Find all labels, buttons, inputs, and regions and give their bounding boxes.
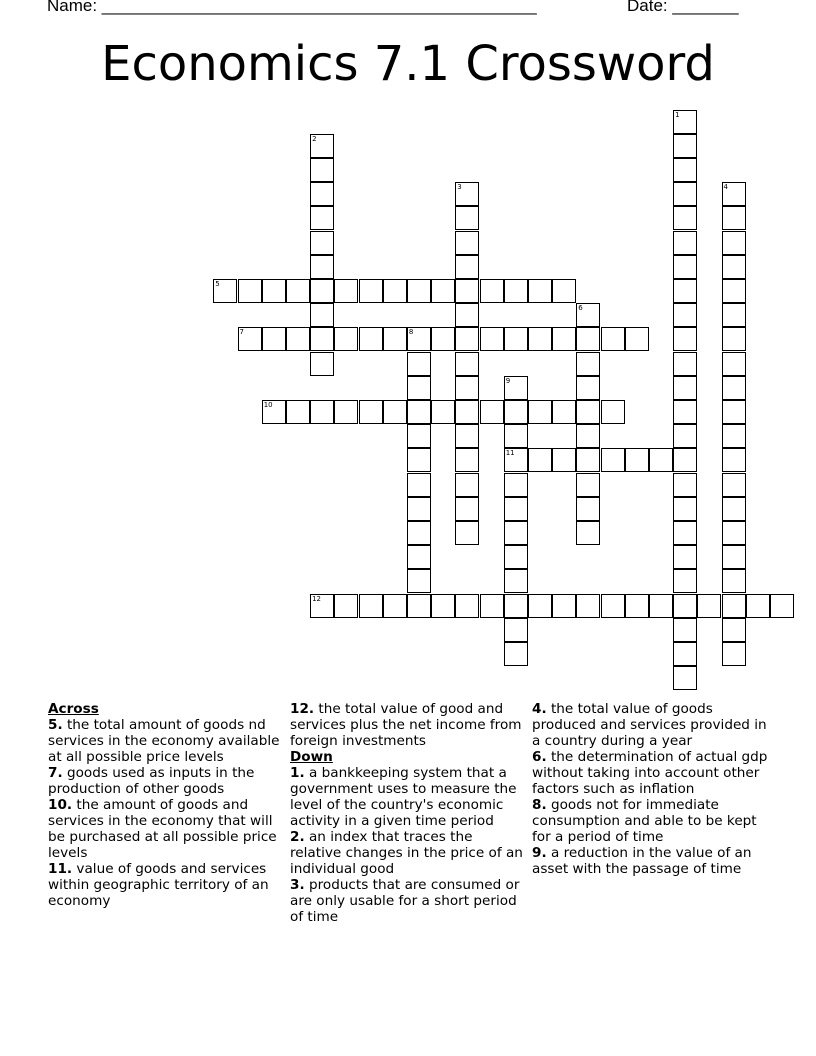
clue-text: the amount of goods and services in the economy that will be purchased at all possible price levels [48,797,277,861]
clue-text: goods used as inputs in the production of other goods [48,765,255,797]
grid-cell[interactable] [431,327,455,351]
grid-cell[interactable] [673,134,697,158]
grid-cell[interactable] [625,327,649,351]
clue-text: the total amount of goods nd services in the economy available at all possible price levels [48,717,280,765]
grid-cell[interactable] [504,448,528,472]
grid-cell[interactable] [673,231,697,255]
grid-cell[interactable] [504,473,528,497]
grid-cell[interactable] [504,424,528,448]
clues-column-2 [290,701,526,925]
grid-cell[interactable] [407,279,431,303]
grid-cell[interactable] [407,400,431,424]
grid-cell[interactable] [334,400,358,424]
grid-cell[interactable] [480,594,504,618]
grid-cell[interactable] [455,327,479,351]
grid-cell[interactable] [504,545,528,569]
grid-cell[interactable] [625,594,649,618]
grid-cell[interactable] [722,231,746,255]
grid-cell[interactable] [722,642,746,666]
clue-down-4 [532,701,768,749]
grid-cell[interactable] [722,545,746,569]
grid-cell[interactable] [310,231,334,255]
grid-cell[interactable] [576,594,600,618]
clue-text: a reduction in the value of an asset with the passage of time [532,845,752,877]
grid-cell[interactable] [455,352,479,376]
grid-cell[interactable] [504,327,528,351]
grid-cell[interactable] [528,279,552,303]
grid-cell[interactable] [407,594,431,618]
clue-text: value of goods and services within geographic territory of an economy [48,861,269,909]
clue-number: 6. [532,749,547,765]
grid-cell[interactable] [576,376,600,400]
grid-cell[interactable] [528,448,552,472]
grid-cell[interactable] [673,521,697,545]
grid-cell[interactable] [722,497,746,521]
grid-cell[interactable] [504,497,528,521]
grid-cell[interactable] [359,279,383,303]
grid-cell[interactable] [504,400,528,424]
clue-number: 3. [290,877,305,893]
grid-cell[interactable] [552,400,576,424]
grid-cell[interactable] [722,448,746,472]
grid-cell[interactable] [455,279,479,303]
clue-text: goods not for immediate consumption and able to be kept for a period of time [532,797,757,845]
grid-cell[interactable] [262,400,286,424]
grid-cell[interactable] [601,448,625,472]
grid-cell[interactable] [722,400,746,424]
grid-cell[interactable] [455,521,479,545]
grid-cell[interactable] [334,279,358,303]
grid-cell[interactable] [552,448,576,472]
grid-cell[interactable] [455,473,479,497]
grid-cell[interactable] [576,352,600,376]
grid-cell[interactable] [310,206,334,230]
clue-number-label: 3 [457,183,462,192]
grid-cell[interactable] [576,448,600,472]
grid-cell[interactable] [407,376,431,400]
grid-cell[interactable] [310,134,334,158]
grid-cell[interactable] [504,569,528,593]
clue-number: 9. [532,845,547,861]
grid-cell[interactable] [601,594,625,618]
grid-cell[interactable] [359,594,383,618]
grid-cell[interactable] [528,327,552,351]
grid-cell[interactable] [722,618,746,642]
grid-cell[interactable] [576,473,600,497]
name-label: Name: ______________________________________________ [47,0,537,15]
grid-cell[interactable] [455,206,479,230]
grid-cell[interactable] [576,327,600,351]
grid-cell[interactable] [722,376,746,400]
clue-text: the total value of goods produced and services provided in a country during a year [532,701,767,749]
clue-text: products that are consumed or are only usable for a short period of time [290,877,520,925]
clue-number: 12. [290,701,315,717]
clue-down-6 [532,749,768,797]
grid-cell[interactable] [455,448,479,472]
grid-cell[interactable] [310,327,334,351]
grid-cell[interactable] [552,279,576,303]
grid-cell[interactable] [504,642,528,666]
grid-cell[interactable] [673,400,697,424]
grid-cell[interactable] [722,327,746,351]
grid-cell[interactable] [576,303,600,327]
grid-cell[interactable] [310,303,334,327]
grid-cell[interactable] [649,594,673,618]
grid-cell[interactable] [383,327,407,351]
clue-text: the determination of actual gdp without taking into account other factors such as inflation [532,749,768,797]
grid-cell[interactable] [359,327,383,351]
clue-number-label: 1 [675,110,680,119]
grid-cell[interactable] [455,231,479,255]
clue-number: 5. [48,717,63,733]
grid-cell[interactable] [310,158,334,182]
grid-cell[interactable] [722,303,746,327]
grid-cell[interactable] [673,279,697,303]
grid-cell[interactable] [576,424,600,448]
grid-cell[interactable] [407,352,431,376]
grid-cell[interactable] [480,279,504,303]
grid-cell[interactable] [455,182,479,206]
grid-cell[interactable] [407,545,431,569]
grid-cell[interactable] [286,327,310,351]
grid-cell[interactable] [407,448,431,472]
grid-cell[interactable] [431,279,455,303]
clue-number: 4. [532,701,547,717]
grid-cell[interactable] [722,521,746,545]
grid-cell[interactable] [359,400,383,424]
grid-cell[interactable] [673,424,697,448]
grid-cell[interactable] [334,327,358,351]
grid-cell[interactable] [552,327,576,351]
grid-cell[interactable] [673,182,697,206]
grid-cell[interactable] [722,569,746,593]
clue-down-3 [290,877,526,925]
clue-number-label: 12 [312,594,322,603]
grid-cell[interactable] [625,448,649,472]
down-heading: Down [290,749,333,765]
grid-cell[interactable] [504,279,528,303]
grid-cell[interactable] [673,110,697,134]
grid-cell[interactable] [576,521,600,545]
grid-cell[interactable] [722,594,746,618]
grid-cell[interactable] [673,448,697,472]
grid-cell[interactable] [649,448,673,472]
clue-number-label: 8 [408,328,414,337]
clue-down-1 [290,765,526,829]
grid-cell[interactable] [262,327,286,351]
grid-cell[interactable] [697,594,721,618]
grid-cell[interactable] [407,497,431,521]
grid-cell[interactable] [528,594,552,618]
grid-cell[interactable] [238,279,262,303]
across-heading: Across [48,701,99,717]
clue-down-9 [532,845,768,877]
grid-cell[interactable] [601,400,625,424]
clue-across-10 [48,797,284,861]
grid-cell[interactable] [407,327,431,351]
clue-across-5 [48,717,284,765]
clue-text: the total value of good and services plus the net income from foreign investments [290,701,522,749]
date-label: Date: _______ [627,0,739,15]
grid-cell[interactable] [407,473,431,497]
grid-cell[interactable] [673,642,697,666]
grid-cell[interactable] [455,303,479,327]
grid-cell[interactable] [455,424,479,448]
clue-across-12 [290,701,526,749]
grid-cell[interactable] [213,279,237,303]
grid-cell[interactable] [673,376,697,400]
clue-number: 7. [48,765,63,781]
grid-cell[interactable] [722,255,746,279]
clue-number-label: 7 [239,328,244,337]
grid-cell[interactable] [576,400,600,424]
grid-cell[interactable] [722,352,746,376]
clue-text: a bankkeeping system that a government uses to measure the level of the country's economic activity in a given time period [290,765,517,829]
grid-cell[interactable] [407,569,431,593]
grid-cell[interactable] [746,594,770,618]
grid-cell[interactable] [310,594,334,618]
grid-cell[interactable] [262,279,286,303]
clues-column-3 [532,701,768,877]
clue-number: 10. [48,797,73,813]
grid-cell[interactable] [407,521,431,545]
grid-cell[interactable] [601,327,625,351]
grid-cell[interactable] [480,327,504,351]
grid-cell[interactable] [455,497,479,521]
grid-cell[interactable] [673,206,697,230]
grid-cell[interactable] [673,352,697,376]
clue-down-2 [290,829,526,877]
grid-cell[interactable] [673,473,697,497]
page-title: Economics 7.1 Crossword [101,36,715,92]
clue-number-label: 9 [505,376,511,385]
grid-cell[interactable] [673,569,697,593]
grid-cell[interactable] [504,521,528,545]
grid-cell[interactable] [310,182,334,206]
clue-across-7 [48,765,284,797]
clue-number-label: 4 [723,183,728,192]
grid-cell[interactable] [480,400,504,424]
grid-cell[interactable] [383,279,407,303]
grid-cell[interactable] [552,594,576,618]
grid-cell[interactable] [770,594,794,618]
clue-across-11 [48,861,284,909]
grid-cell[interactable] [455,400,479,424]
clue-number-label: 10 [263,400,273,409]
grid-cell[interactable] [286,400,310,424]
clue-number-label: 2 [312,134,317,143]
grid-cell[interactable] [673,545,697,569]
grid-cell[interactable] [455,594,479,618]
clue-number-label: 11 [505,449,515,458]
grid-cell[interactable] [673,497,697,521]
grid-cell[interactable] [673,158,697,182]
clue-number-label: 5 [215,279,220,288]
grid-cell[interactable] [431,594,455,618]
grid-cell[interactable] [673,327,697,351]
grid-cell[interactable] [673,594,697,618]
grid-cell[interactable] [383,594,407,618]
grid-cell[interactable] [431,400,455,424]
grid-cell[interactable] [504,594,528,618]
clue-number: 11. [48,861,73,877]
clues-column-1 [48,701,284,909]
grid-cell[interactable] [673,618,697,642]
grid-cell[interactable] [504,376,528,400]
grid-cell[interactable] [238,327,262,351]
grid-cell[interactable] [722,206,746,230]
grid-cell[interactable] [722,473,746,497]
grid-cell[interactable] [310,400,334,424]
grid-cell[interactable] [286,279,310,303]
clue-number: 2. [290,829,305,845]
grid-cell[interactable] [455,255,479,279]
grid-cell[interactable] [528,400,552,424]
grid-cell[interactable] [310,255,334,279]
grid-cell[interactable] [673,666,697,690]
grid-cell[interactable] [504,618,528,642]
clue-text: an index that traces the relative changes in the price of an individual good [290,829,523,877]
grid-cell[interactable] [310,279,334,303]
grid-cell[interactable] [576,497,600,521]
clue-down-8 [532,797,768,845]
grid-cell[interactable] [407,424,431,448]
grid-cell[interactable] [673,255,697,279]
grid-cell[interactable] [310,352,334,376]
clue-number: 1. [290,765,305,781]
grid-cell[interactable] [383,400,407,424]
grid-cell[interactable] [334,594,358,618]
grid-cell[interactable] [673,303,697,327]
clue-number: 8. [532,797,547,813]
grid-cell[interactable] [722,182,746,206]
grid-cell[interactable] [722,424,746,448]
grid-cell[interactable] [722,279,746,303]
grid-cell[interactable] [455,376,479,400]
clue-number-label: 6 [578,304,583,313]
